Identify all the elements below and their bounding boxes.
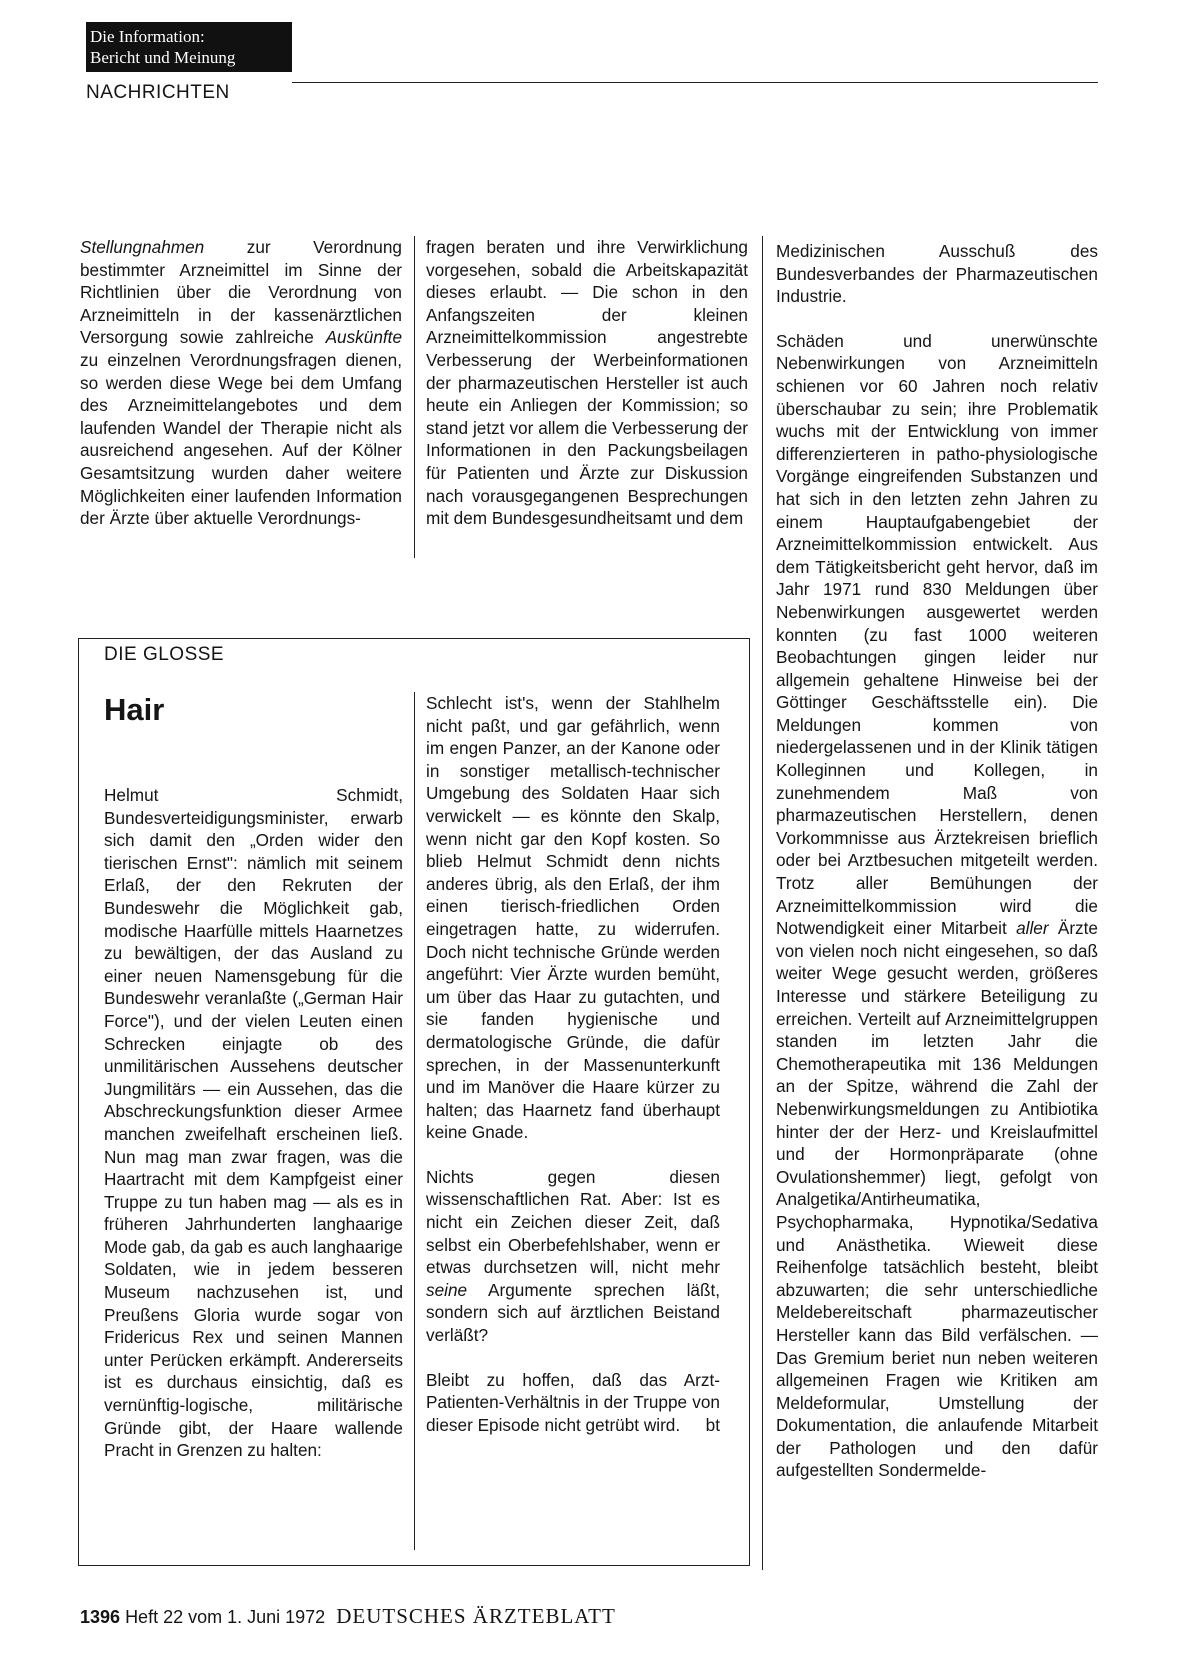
glosse-title: Hair — [104, 692, 165, 727]
issue-info: Heft 22 vom 1. Juni 1972 — [125, 1607, 326, 1627]
section-label: NACHRICHTEN — [86, 82, 230, 103]
article-column-3 — [776, 240, 1098, 1482]
glosse-column-rule — [414, 692, 415, 1550]
glosse-col2-paragraph-3 — [426, 1369, 720, 1437]
page-number: 1396 — [80, 1607, 121, 1627]
glosse-col2-paragraph-2: Nichts gegen diesen wissenschaftlichen Rat. Aber: Ist es nicht ein Zeichen dieser Zeit, daß selbst ein Oberbefehlshaber, wenn er etwas durchsetzen will, nicht mehr seine Argumente sprechen läßt, sondern sich auf ärztlichen Beistand verläßt? — [426, 1166, 720, 1346]
glosse-label: DIE GLOSSE — [104, 644, 225, 665]
article-col3-paragraph-1: Medizinischen Ausschuß des Bundesverbandes der Pharmazeutischen Industrie. — [776, 241, 1098, 307]
emphasis-text: Auskünfte — [325, 327, 402, 348]
glosse-column-2 — [426, 692, 720, 1436]
magazine-name: DEUTSCHES ÄRZTEBLATT — [336, 1604, 616, 1628]
badge-line-1: Die Information: — [90, 27, 205, 46]
badge-line-2: Bericht und Meinung — [90, 48, 236, 67]
article-col2-paragraph: fragen beraten und ihre Verwirklichung vorgesehen, sobald die Arbeitskapazität dieses erlaubt. — Die schon in den Anfangszeiten der kleinen Arzneimittelkommission angestrebte Verbesserung der Werbeinformationen der pharmazeutischen Hersteller ist auch heute ein Anliegen der Kommission; so stand jetzt vor allem die Verbesserung der Informationen in den Packungsbeilagen für Patienten und Ärzte zur Diskussion nach vorausgegangenen Besprechungen mit dem Bundesgesundheitsamt und dem — [426, 237, 748, 529]
glosse-col2-paragraph-3-text: Bleibt zu hoffen, daß das Arzt-Patienten-Verhältnis in der Truppe von dieser Episode nicht getrübt wird. — [426, 1369, 720, 1435]
emphasis-text: aller — [1016, 918, 1049, 939]
glosse-column-1 — [104, 784, 403, 1462]
section-badge — [86, 22, 292, 72]
article-column-1 — [80, 236, 402, 530]
author-initials: bt — [705, 1414, 720, 1435]
page-footer — [80, 1604, 616, 1629]
article-col1-paragraph: Stellungnahmen zur Verordnung bestimmter Arzneimittel im Sinne der Richtlinien über die Verordnung von Arzneimitteln in der kassenärztlichen Versorgung sowie zahlreiche Auskünfte zu einzelnen Verordnungsfragen dienen, so werden diese Wege bei dem Umfang des Arzneimittelangebotes und dem laufenden Wandel der Therapie nicht als ausreichend angesehen. Auf der Kölner Gesamtsitzung wurden daher weitere Möglichkeiten einer laufenden Information der Ärzte über aktuelle Verordnungs- — [80, 237, 402, 529]
header-rule — [292, 82, 1098, 83]
glosse-col2-paragraph-1: Schlecht ist's, wenn der Stahlhelm nicht paßt, und gar gefährlich, wenn im engen Panzer, an der Kanone oder in sonstiger metallisch-technischer Umgebung des Soldaten Haar sich verwickelt — es könnte den Skalp, wenn nicht gar den Kopf kosten. So blieb Helmut Schmidt denn nichts anderes übrig, als den Erlaß, der ihm einen tierisch-friedlichen Orden eingetragen hatte, zu widerrufen. Doch nicht technische Gründe werden angeführt: Vier Ärzte wurden bemüht, um über das Haar zu gutachten, und sie fanden hygienische und dermatologische Gründe, die dafür sprechen, in der Massenunterkunft und im Manöver die Haare kürzer zu halten; das Haarnetz fand überhaupt keine Gnade. — [426, 693, 720, 1143]
emphasis-text: seine — [426, 1279, 468, 1300]
emphasis-text: Stellungnahmen — [80, 237, 205, 257]
article-column-2 — [426, 236, 748, 530]
glosse-col1-paragraph: Helmut Schmidt, Bundesverteidigungsminister, erwarb sich damit den „Orden wider den tierischen Ernst": nämlich mit seinem Erlaß, der den Rekruten der Bundeswehr die Möglichkeit gab, modische Haarfülle mittels Haarnetzes zu bewältigen, der das Ausland zu einer neuen Namensgebung für die Bundeswehr veranlaßte („German Hair Force"), und der vielen Leuten einen Schrecken einjagte ob des unmilitärischen Aussehens deutscher Jungmilitärs — ein Aussehen, das die Abschreckungsfunktion dieser Armee manchen zweifelhaft erscheinen ließ. Nun mag man zwar fragen, was die Haartracht mit dem Kampfgeist einer Truppe zu tun haben mag — als es in früheren Jahrhunderten langhaarige Mode gab, da gab es auch langhaarige Soldaten, wie in jedem besseren Museum nachzusehen ist, und Preußens Gloria wurde sogar von Fridericus Rex und seinen Mannen unter Perücken erkämpft. Andererseits ist es durchaus einsichtig, daß es vernünftig-logische, militärische Gründe gibt, der Haare wallende Pracht in Grenzen zu halten: — [104, 785, 403, 1461]
column-rule-1 — [414, 236, 415, 558]
article-col3-paragraph-2: Schäden und unerwünschte Nebenwirkungen von Arzneimitteln schienen vor 60 Jahren noch relativ überschaubar zu sein; ihre Problematik wuchs mit der Entwicklung von immer differenzierteren in patho-physiologische Vorgänge eingreifenden Substanzen und hat sich in den letzten zehn Jahren zu einem Hauptaufgabengebiet der Arzneimittelkommission entwickelt. Aus dem Tätigkeitsbericht geht hervor, daß im Jahr 1971 rund 830 Meldungen über Nebenwirkungen ausgewertet werden konnten (zu fast 1000 weiteren Beobachtungen gingen leider nur allgemein gehaltene Hinweise bei der Göttinger Geschäftsstelle ein). Die Meldungen kommen von niedergelassenen und in der Klinik tätigen Kolleginnen und Kollegen, in zunehmendem Maß von pharmazeutischen Herstellern, denen Vorkommnisse aus Ärztekreisen brieflich oder bei Arztbesuchen mitgeteilt werden. Trotz aller Bemühungen der Arzneimittelkommission wird die Notwendigkeit einer Mitarbeit aller Ärzte von vielen noch nicht eingesehen, so daß weiter Wege gesucht werden, größeres Interesse und stärkere Beteiligung zu erreichen. Verteilt auf Arzneimittelgruppen standen im letzten Jahr die Chemotherapeutika mit 136 Meldungen an der Spitze, während die Zahl der Nebenwirkungsmeldungen zu Antibiotika hinter der der Herz- und Kreislaufmittel und der Hormonpräparate (ohne Ovulationshemmer) liegt, gefolgt von Analgetika/Antirheumatika, Psychopharmaka, Hypnotika/Sedativa und Anästhetika. Wieweit diese Reihenfolge tatsächlich besteht, bleibt abzuwarten; die sehr unterschiedliche Meldebereitschaft pharmazeutischer Hersteller kann das Bild verfälschen. — Das Gremium beriet nun neben weiteren allgemeinen Fragen wie Kritiken am Meldeformular, Umstellung der Dokumentation, die anlaufende Mitarbeit der Pathologen und den dafür aufgestellten Sondermelde- — [776, 330, 1098, 1481]
column-rule-2 — [762, 236, 763, 1570]
